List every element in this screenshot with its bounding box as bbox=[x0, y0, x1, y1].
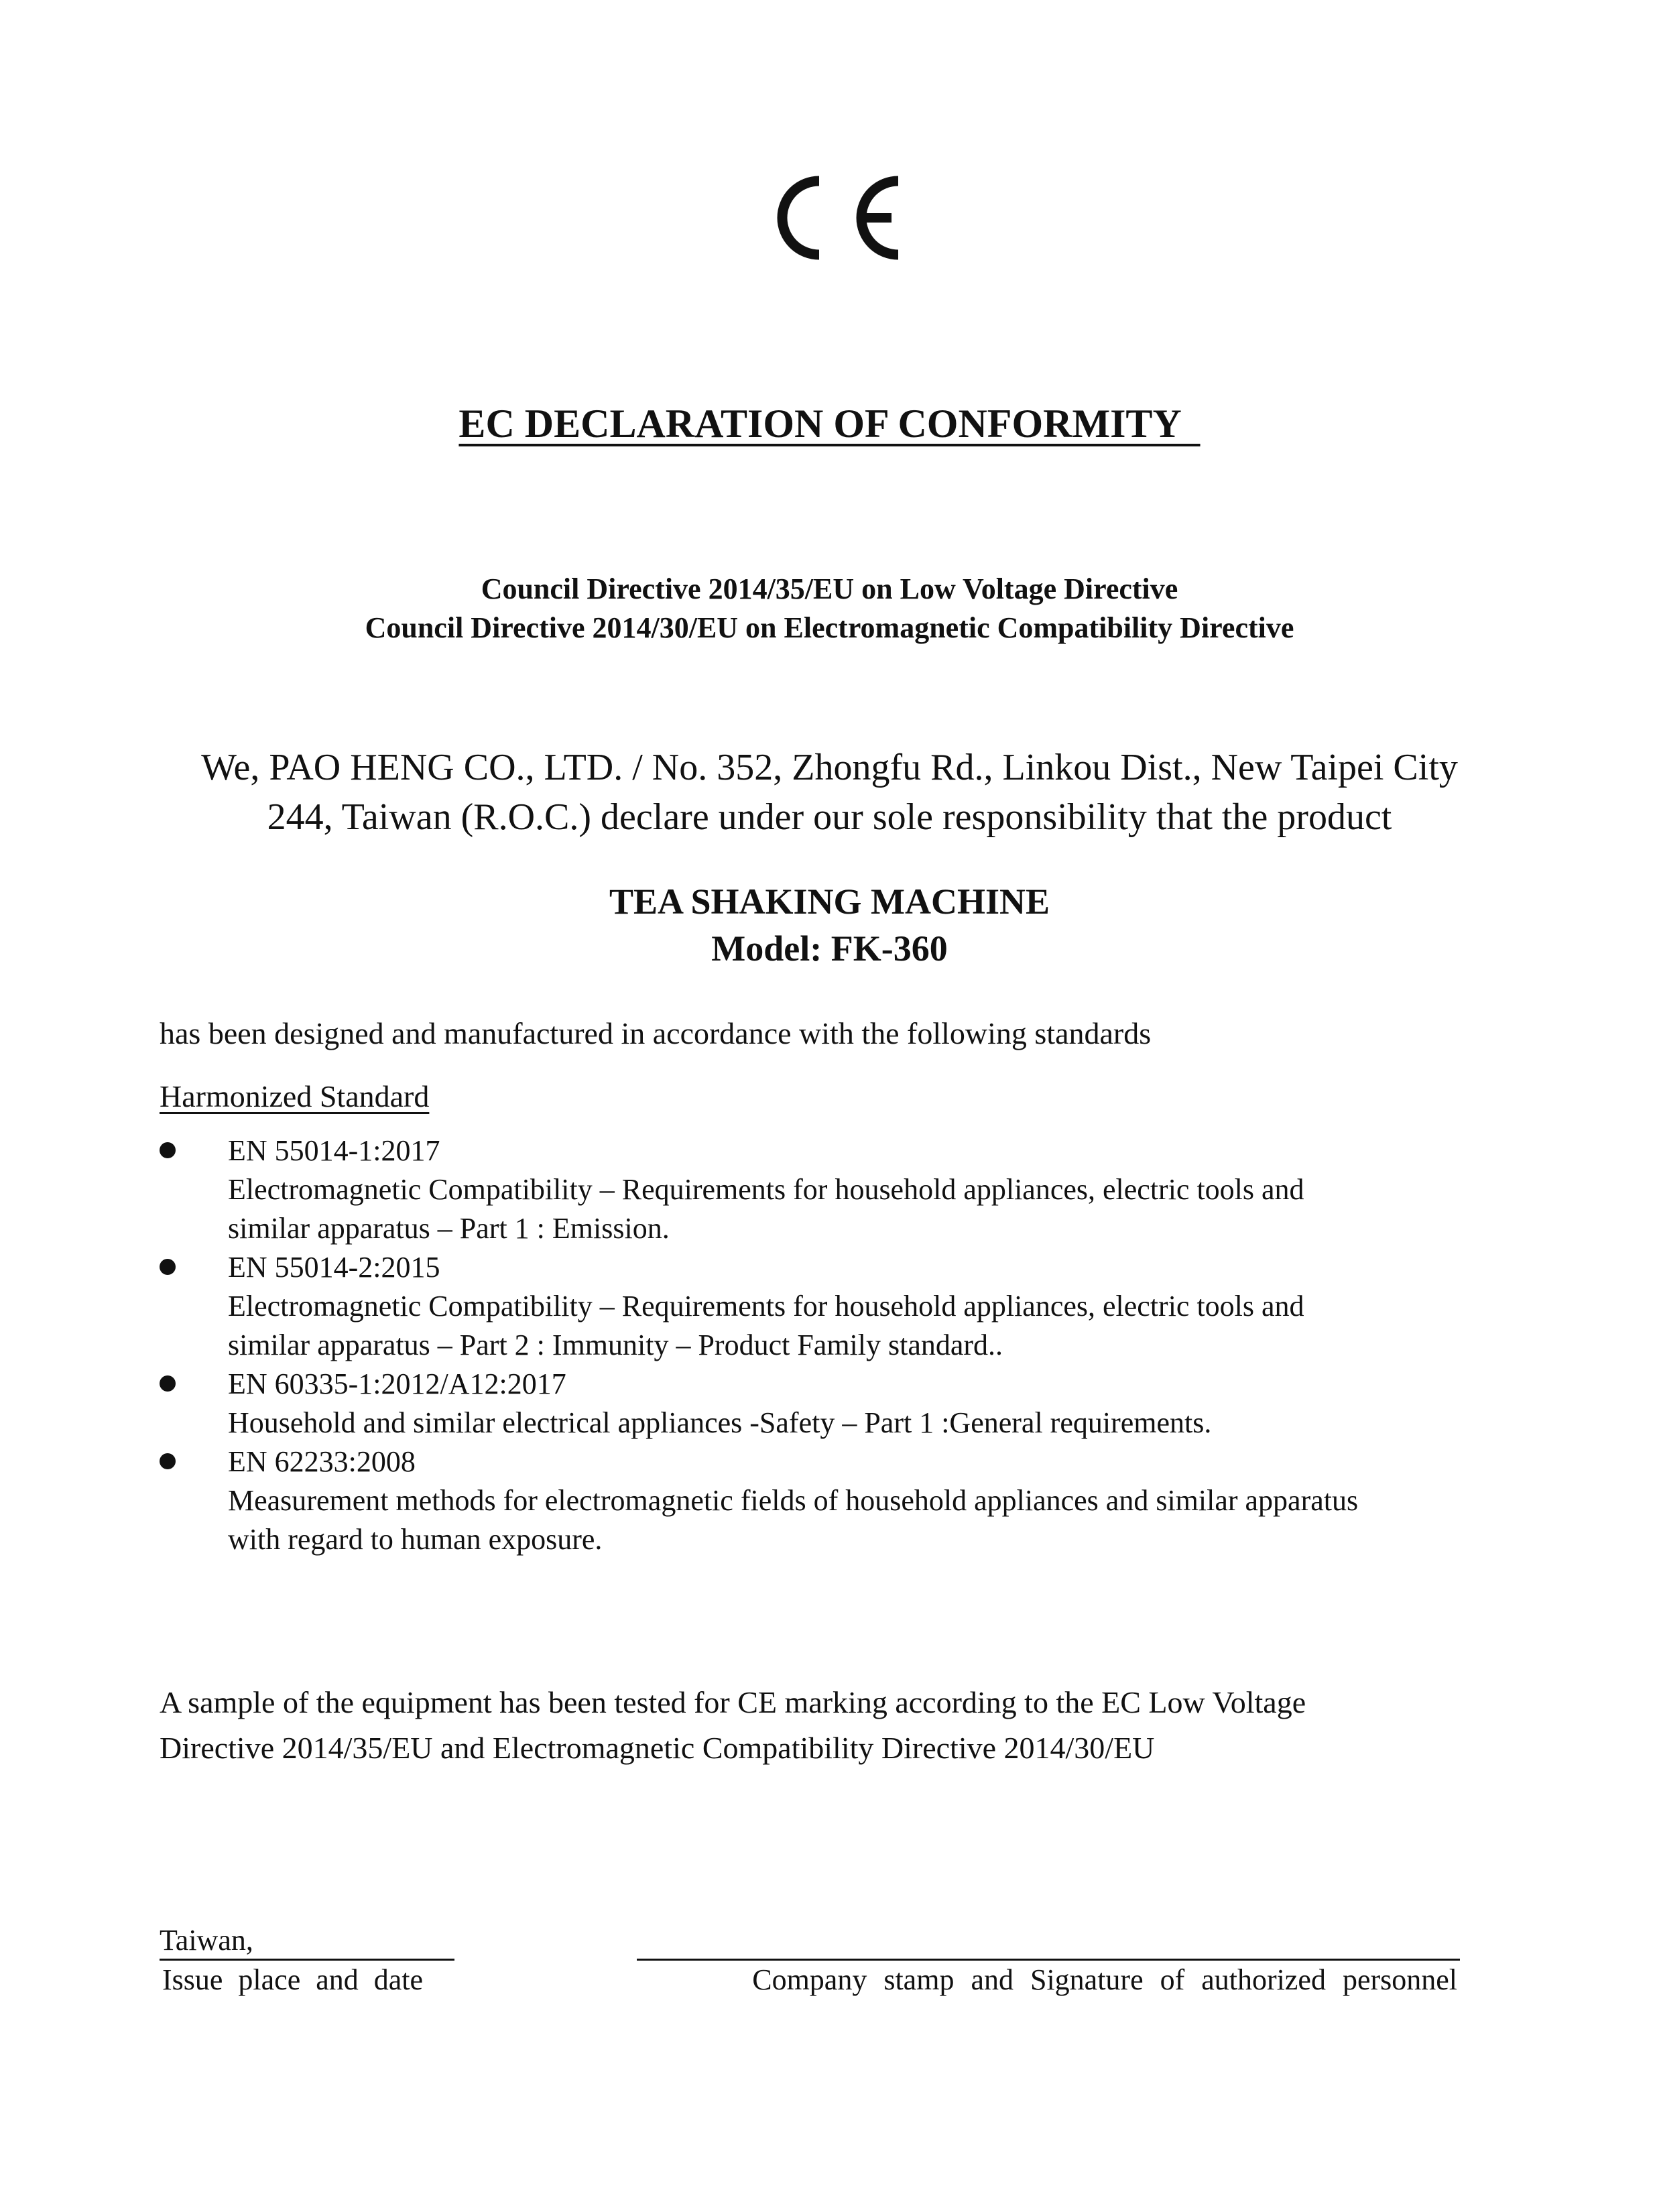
directives-block bbox=[0, 570, 1659, 648]
bullet-icon bbox=[160, 1375, 176, 1392]
standard-code: EN 60335-1:2012/A12:2017 bbox=[228, 1367, 566, 1400]
standards-intro: has been designed and manufactured in accordance with the following standards bbox=[160, 1016, 1152, 1050]
standard-description: with regard to human exposure. bbox=[228, 1523, 603, 1556]
issue-place-block bbox=[160, 1922, 454, 2000]
sample-line: Directive 2014/35/EU and Electromagnetic Compatibility Directive 2014/30/EU bbox=[160, 1731, 1155, 1765]
standard-description: similar apparatus – Part 2 : Immunity – Product Family standard.. bbox=[228, 1329, 1003, 1361]
standard-description: Measurement methods for electromagnetic fields of household appliances and similar apparatus bbox=[228, 1484, 1359, 1517]
bullet-icon bbox=[160, 1453, 176, 1469]
declaration-line: 244, Taiwan (R.O.C.) declare under our sole responsibility that the product bbox=[267, 796, 1392, 838]
signature-caption: Company stamp and Signature of authorized personnel bbox=[752, 1963, 1457, 1996]
directive-low-voltage: Council Directive 2014/35/EU on Low Voltage Directive bbox=[481, 572, 1178, 605]
document-title: EC DECLARATION OF CONFORMITY bbox=[458, 402, 1201, 446]
standard-description: similar apparatus – Part 1 : Emission. bbox=[228, 1212, 670, 1245]
standard-item bbox=[160, 1248, 1540, 1365]
standard-code: EN 62233:2008 bbox=[228, 1445, 416, 1478]
standards-list bbox=[160, 1131, 1540, 1559]
sample-statement bbox=[160, 1680, 1306, 1771]
bullet-icon bbox=[160, 1142, 176, 1158]
issue-place-caption: Issue place and date bbox=[162, 1963, 424, 1996]
standard-item bbox=[160, 1365, 1540, 1442]
standards-heading: Harmonized Standard bbox=[160, 1079, 430, 1113]
standard-description: Electromagnetic Compatibility – Requirements for household appliances, electric tools and bbox=[228, 1290, 1304, 1323]
declaration-line: We, PAO HENG CO., LTD. / No. 352, Zhongfu Rd., Linkou Dist., New Taipei City bbox=[201, 747, 1458, 788]
standard-description: Household and similar electrical appliances -Safety – Part 1 :General requirements. bbox=[228, 1406, 1212, 1439]
product-model: Model: FK-360 bbox=[711, 928, 948, 969]
product-block bbox=[0, 878, 1659, 972]
standard-item bbox=[160, 1442, 1540, 1559]
ce-mark-icon bbox=[764, 161, 918, 275]
signature-block bbox=[637, 1922, 1460, 2000]
standard-code: EN 55014-2:2015 bbox=[228, 1251, 440, 1284]
bullet-icon bbox=[160, 1259, 176, 1275]
signature-field[interactable] bbox=[637, 1922, 1460, 1961]
issue-place-field[interactable]: Taiwan, bbox=[160, 1922, 454, 1961]
directive-emc: Council Directive 2014/30/EU on Electromagnetic Compatibility Directive bbox=[365, 611, 1294, 644]
product-name: TEA SHAKING MACHINE bbox=[609, 881, 1050, 922]
declaration-statement bbox=[121, 743, 1538, 842]
standard-code: EN 55014-1:2017 bbox=[228, 1134, 440, 1167]
standard-item bbox=[160, 1131, 1540, 1248]
standard-description: Electromagnetic Compatibility – Requirements for household appliances, electric tools and bbox=[228, 1173, 1304, 1206]
sample-line: A sample of the equipment has been tested for CE marking according to the EC Low Voltage bbox=[160, 1685, 1306, 1719]
